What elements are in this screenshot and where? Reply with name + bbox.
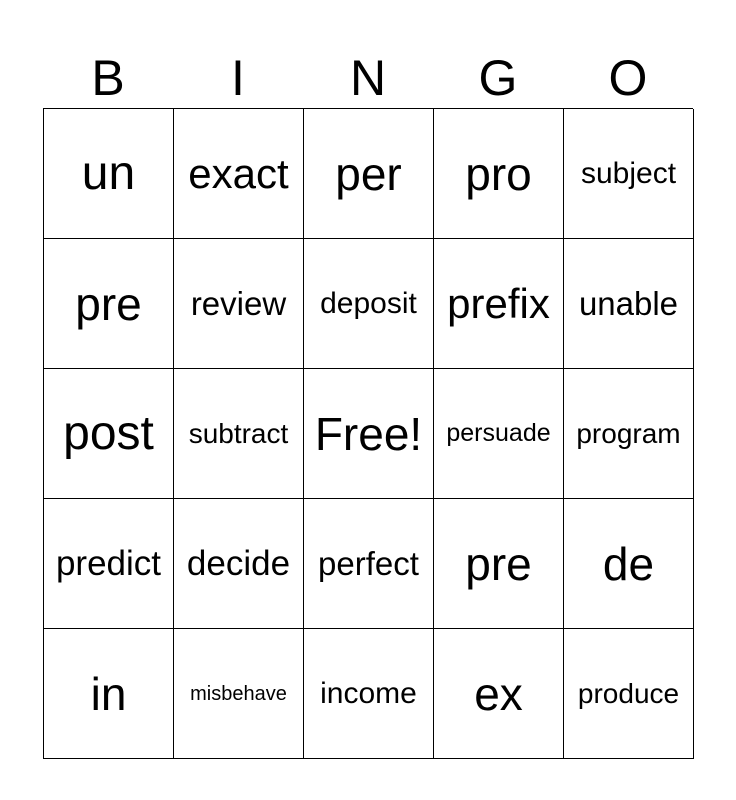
cell-word: un [81,146,136,200]
bingo-cell[interactable] [174,109,304,239]
bingo-cell[interactable] [434,629,564,759]
bingo-cell[interactable] [44,239,174,369]
bingo-cell[interactable] [174,629,304,759]
bingo-cell[interactable] [434,239,564,369]
header-letter-b: B [91,50,125,106]
cell-word: prefix [447,279,550,327]
bingo-cell[interactable] [44,499,174,629]
bingo-cell[interactable] [564,239,694,369]
header-letter-g: G [478,50,518,106]
bingo-cell[interactable] [564,109,694,239]
header-letter-i: I [231,50,245,106]
bingo-cell[interactable] [304,499,434,629]
cell-word: persuade [446,419,551,447]
cell-word: post [63,406,154,460]
header-letter-n: N [349,50,387,106]
bingo-cell[interactable] [564,369,694,499]
cell-word: pre [465,537,532,590]
bingo-cell[interactable] [304,109,434,239]
cell-word: deposit [320,286,417,320]
cell-word: de [602,537,655,590]
bingo-cell[interactable] [304,239,434,369]
bingo-cell[interactable] [174,369,304,499]
bingo-cell[interactable] [44,109,174,239]
free-space-cell[interactable] [304,369,434,499]
bingo-cell[interactable] [44,629,174,759]
bingo-cell[interactable] [434,369,564,499]
bingo-grid [43,108,693,759]
bingo-cell[interactable] [44,369,174,499]
cell-word: review [190,285,287,322]
cell-word: subject [580,156,677,190]
bingo-cell[interactable] [304,629,434,759]
cell-word: exact [188,149,289,197]
cell-word: predict [55,544,162,583]
cell-word: income [320,676,417,710]
bingo-cell[interactable] [434,109,564,239]
cell-word: produce [577,677,680,709]
bingo-header [43,44,693,108]
cell-word: pre [75,277,142,330]
bingo-cell[interactable] [434,499,564,629]
cell-word: pro [465,147,532,200]
cell-word: subtract [188,417,289,449]
cell-word: misbehave [190,682,287,705]
cell-word: per [335,147,402,200]
cell-word: unable [578,285,679,322]
bingo-card [43,44,693,759]
free-space-label: Free! [314,407,423,460]
bingo-cell[interactable] [174,239,304,369]
cell-word: program [576,417,681,449]
cell-word: ex [474,667,523,720]
cell-word: decide [186,544,291,583]
cell-word: perfect [318,545,419,582]
header-letter-o: O [608,50,648,106]
bingo-cell[interactable] [564,499,694,629]
bingo-cell[interactable] [564,629,694,759]
cell-word: in [90,667,127,720]
bingo-cell[interactable] [174,499,304,629]
